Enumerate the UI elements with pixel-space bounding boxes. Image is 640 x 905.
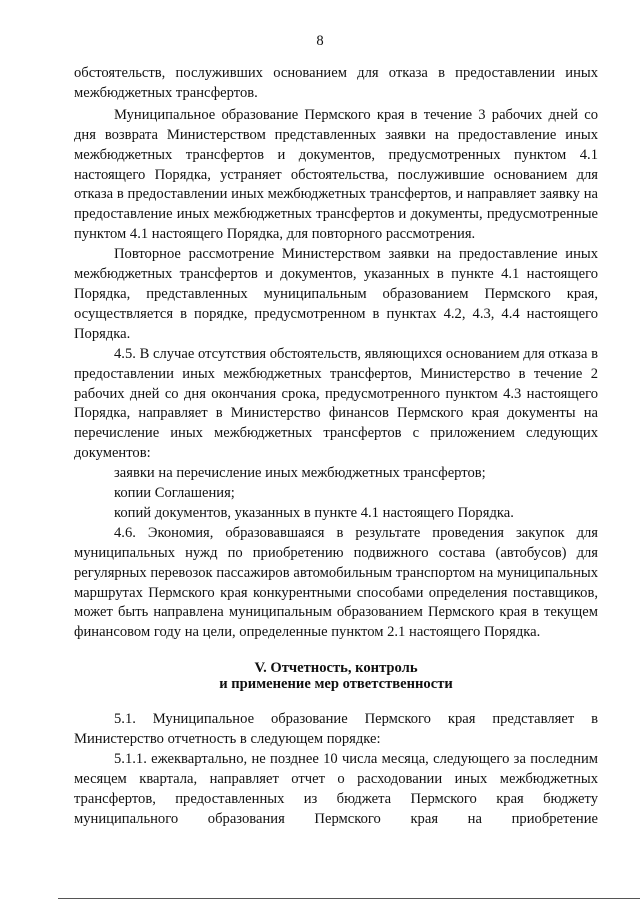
paragraph-repeat-review: Повторное рассмотрение Министерством заявки на предоставление иных межбюджетных трансфертов и документов, указанных в пункте 4.1 настоящего Порядка, представленных муниципальным образованием Пермского края, осуществляется в порядке, предусмотренном в пунктах 4.2, 4.3, 4.4 настоящего Порядка. [74, 246, 598, 342]
paragraph-continuation: обстоятельств, послуживших основанием для отказа в предоставлении иных межбюджетных трансфертов. [74, 65, 598, 101]
bottom-divider [58, 898, 640, 899]
list-item-agreement-copies: копии Соглашения; [114, 485, 235, 502]
paragraph-resubmission: Муниципальное образование Пермского края в течение 3 рабочих дней со дня возврата Министерством представленных заявки на предоставление иных межбюджетных трансфертов и документов, предусмотренных пунктом 4.1 настоящего Порядка, устраняет обстоятельства, послужившие основанием для отказа в предоставлении иных межбюджетных трансфертов, и направляет заявку на предоставление иных межбюджетных трансфертов и документы, предусмотренные пунктом 4.1 настоящего Порядка, для повторного рассмотрения. [74, 106, 598, 243]
list-item-document-copies: копий документов, указанных в пункте 4.1 настоящего Порядка. [114, 504, 514, 521]
section-heading-line-1: V. Отчетность, контроль [254, 660, 418, 677]
paragraph-5-1-1: 5.1.1. ежеквартально, не позднее 10 числа месяца, следующего за последним месяцем квартала, направляет отчет о расходовании иных межбюджетных трансфертов, предоставленных из бюджета Пермского края бюджету муниципального образования Пермского края на приобретение [74, 751, 598, 827]
list-item-applications: заявки на перечисление иных межбюджетных трансфертов; [114, 465, 486, 482]
section-heading [74, 661, 598, 692]
section-heading-line-2: и применение мер ответственности [219, 675, 453, 692]
paragraph-4-5: 4.5. В случае отсутствия обстоятельств, являющихся основанием для отказа в предоставлении иных межбюджетных трансфертов, Министерство в течение 2 рабочих дней со дня окончания срока, предусмотренного пунктом 4.3 настоящего Порядка, направляет в Министерство финансов Пермского края документы на перечисление иных межбюджетных трансфертов с приложением следующих документов: [74, 345, 598, 462]
paragraph-5-1: 5.1. Муниципальное образование Пермского края представляет в Министерство отчетность в следующем порядке: [74, 711, 598, 748]
paragraph-4-6: 4.6. Экономия, образовавшаяся в результате проведения закупок для муниципальных нужд по приобретению подвижного состава (автобусов) для регулярных перевозок пассажиров автомобильным транспортом на муниципальных маршрутах Пермского края конкурентными способами определения поставщиков, может быть направлена муниципальным образованием Пермского края в текущем финансовом году на цели, определенные пунктом 2.1 настоящего Порядка. [74, 524, 598, 641]
page-number: 8 [316, 33, 324, 49]
document-body [74, 64, 598, 830]
